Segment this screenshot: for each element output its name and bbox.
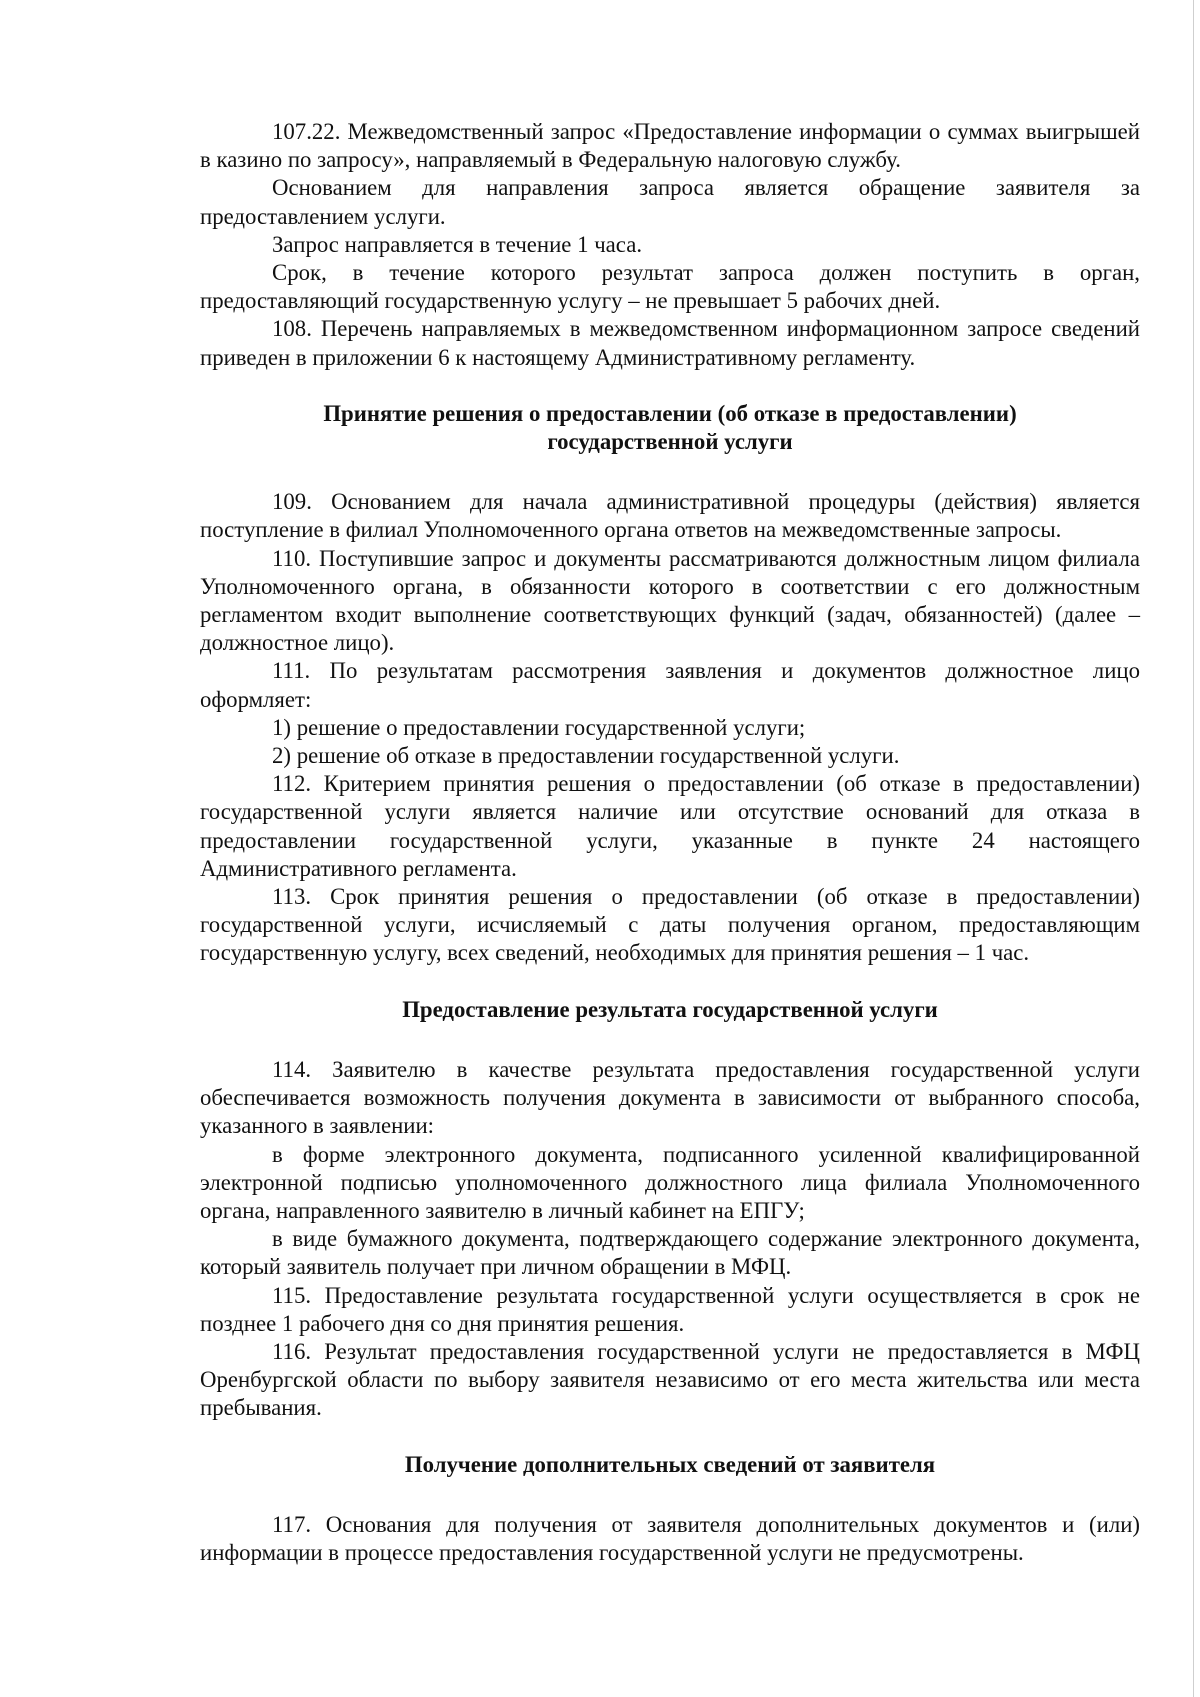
paragraph-paper-form: в виде бумажного документа, подтверждающего содержание электронного документа, который заявитель получает при личном обращении в МФЦ. xyxy=(200,1226,1140,1280)
paragraph-112: 112. Критерием принятия решения о предоставлении (об отказе в предоставлении) государственной услуги является наличие или отсутствие оснований для отказа в предоставлении государственной услуги, указанные в пункте 24 настоящего Административного регламента. xyxy=(200,771,1140,881)
paragraph-116: 116. Результат предоставления государственной услуги не предоставляется в МФЦ Оренбургской области по выбору заявителя независимо от его места жительства или места пребывания. xyxy=(200,1338,1140,1421)
paragraph-electronic-form: в форме электронного документа, подписанного усиленной квалифицированной электронной подписью уполномоченного должностного лица филиала Уполномоченного органа, направленного заявителю в личный кабинет на ЕПГУ; xyxy=(200,1141,1140,1223)
list-item-1: 1) решение о предоставлении государственной услуги; xyxy=(272,714,806,740)
paragraph-request-time: Запрос направляется в течение 1 часа. xyxy=(272,231,643,257)
paragraph-117: 117. Основания для получения от заявителя дополнительных документов и (или) информации в процессе предоставления государственной услуги не предусмотрены. xyxy=(200,1511,1140,1565)
paragraph-basis: Основанием для направления запроса является обращение заявителя за предоставлением услуги. xyxy=(200,175,1140,229)
list-item-2: 2) решение об отказе в предоставлении государственной услуги. xyxy=(272,743,900,769)
paragraph-115: 115. Предоставление результата государственной услуги осуществляется в срок не позднее 1 рабочего дня со дня принятия решения. xyxy=(200,1282,1140,1336)
paragraph-111: 111. По результатам рассмотрения заявления и документов должностное лицо оформляет: xyxy=(200,658,1140,712)
paragraph-114: 114. Заявителю в качестве результата предоставления государственной услуги обеспечивается возможность получения документа в зависимости от выбранного способа, указанного в заявлении: xyxy=(200,1056,1140,1139)
paragraph-108: 108. Перечень направляемых в межведомственном информационном запросе сведений приведен в приложении 6 к настоящему Административному регламенту. xyxy=(200,316,1140,370)
scan-edge-line xyxy=(1193,0,1194,1697)
paragraph-113: 113. Срок принятия решения о предоставлении (об отказе в предоставлении) государственной услуги, исчисляемый с даты получения органом, предоставляющим государственную услугу, всех сведений, необходимых для принятия решения – 1 час. xyxy=(200,884,1140,966)
paragraph-response-term: Срок, в течение которого результат запроса должен поступить в орган, предоставляющий государственную услугу – не превышает 5 рабочих дней. xyxy=(200,260,1140,314)
paragraph-110: 110. Поступившие запрос и документы рассматриваются должностным лицом филиала Уполномоченного органа, в обязанности которого в соответствии с его должностным регламентом входит выполнение соответствующих функций (задач, обязанностей) (далее – должностное лицо). xyxy=(200,545,1140,656)
paragraph-107-22: 107.22. Межведомственный запрос «Предоставление информации о суммах выигрышей в казино по запросу», направляемый в Федеральную налоговую службу. xyxy=(200,119,1140,173)
section-heading-additional-info: Получение дополнительных сведений от заявителя xyxy=(404,1451,936,1477)
section-heading-decision: Принятие решения о предоставлении (об отказе в предоставлении) государственной услуги xyxy=(323,400,1017,455)
document-body xyxy=(200,118,1140,1567)
section-heading-result: Предоставление результата государственной услуги xyxy=(402,996,938,1022)
paragraph-109: 109. Основанием для начала административной процедуры (действия) является поступление в филиал Уполномоченного органа ответов на межведомственные запросы. xyxy=(200,489,1140,543)
